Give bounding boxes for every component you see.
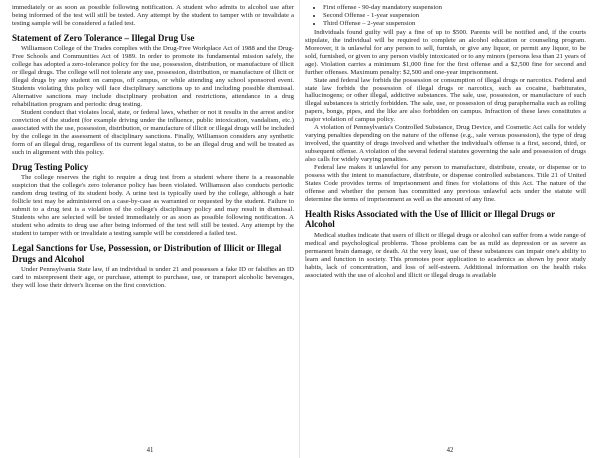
offense-item: • Third Offense – 2-year suspension (323, 20, 586, 28)
page-number-left: 41 (146, 447, 154, 454)
legal-sanctions-paragraph: Under Pennsylvania State law, if an individual is under 21 and possesses a fake ID or falsifies an ID card to misrepresent their age, or purchase, attempt to purchase, use, or transport alcoholic beverages, they will lose their driver's license on the first conviction. (12, 266, 294, 290)
page-number-right: 42 (446, 447, 454, 454)
health-risks-paragraph: Medical studies indicate that users of illicit or illegal drugs or alcohol can suffer from a wide range of medical and psychological problems. Those problems can be as mild as depression or as severe as permanent brain damage, or death. At the very least, use of these substances can impair one's ability to learn and function in society. This promotes poor application to academics as shown by poor study habits, lack of concentration, and loss of self-esteem. Additional information on the health risks associated with the use of alcohol and illicit or illegal drugs is available (305, 232, 586, 279)
legal-sanctions-heading: Legal Sanctions for Use, Possession, or Distribution of Illicit or Illegal Drugs and Alcohol (12, 243, 282, 264)
intro-paragraph: immediately or as soon as possible following notification. A student who admits to alcohol use after being informed of the test will still be tested. Any attempt by the student to tamper with or invalidate a testing sample will be considered a failed test. (12, 4, 294, 27)
zero-tolerance-heading: Statement of Zero Tolerance – Illegal Drug Use (12, 32, 195, 43)
drug-testing-paragraph: The college reserves the right to require a drug test from a student where there is a reasonable suspicion that the college's zero tolerance policy has been violated. Williamson also conducts periodic random drug testing of its student body. A urine test is typically used by the college, although a hair follicle test may be administered on a case-by-case as warranted or requested by the student. Failure to submit to a drug test is a violation of the college's disciplinary policy and may result in dismissal. Students who are selected will be tested immediately or as soon as possible following notification. A student who admits to drug use after being informed of the test will still be tested. Any attempt by the student to tamper with or invalidate a testing sample will be considered a failed test. (12, 174, 294, 238)
drug-testing-heading: Drug Testing Policy (12, 161, 89, 172)
pennsylvania-act-paragraph: A violation of Pennsylvania's Controlled Substance, Drug Device, and Cosmetic Act calls for widely varying penalties depending on the nature of the offense (e.g., sale versus possession), the type of drug involved, the quantity of drugs involved and whether the individual's offense is a first, second, third, or subsequent offense. A violation of the several federal statutes governing the sale and possession of drugs also calls for widely varying penalties. (305, 124, 586, 164)
right-page (300, 0, 600, 458)
offense-list (305, 4, 586, 28)
federal-law-paragraph: Federal law makes it unlawful for any person to manufacture, distribute, create, or dispense or to possess with the intent to manufacture, distribute, or dispense controlled substances. Title 21 of United States Code provides terms of imprisonment and fines for violations of this Act. The nature of the offense and whether the person has committed any previous unlawful acts under the statute will determine the terms of imprisonment as well as the amount of any fine. (305, 164, 586, 203)
fines-paragraph: Individuals found guilty will pay a fine of up to $500. Parents will be notified and, if the courts stipulate, the individual will be required to complete an alcohol education or counseling program. Moreover, it is unlawful for any person to sell, furnish, or give any liquor, or permit any liquor, to be sold, furnished, or given to any person visibly intoxicated or to any minors (persons less than 21 years of age). Violation carries a minimum $1,000 fine for the first offense and a $2,500 fine for second and further offenses. Maximum penalty: $2,500 and one-year imprisonment. (305, 28, 586, 76)
health-risks-heading: Health Risks Associated with the Use of Illicit or Illegal Drugs or Alcohol (305, 208, 555, 230)
offense-item: • First offense - 90-day mandatory suspension (323, 4, 586, 12)
offense-item: • Second Offense - 1-year suspension (323, 12, 586, 20)
state-law-paragraph: State and federal law forbids the possession or consumption of illegal drugs or narcotics. Federal and state law forbids the possession of illegal drugs or narcotics, such as cocaine, barbiturates, hallucinogens; or other illegal, addictive substances. The sale, use, possession, or manufacture of such illegal substances is strictly forbidden. The sale, use, or possession of drug paraphernalia such as rolling papers, bongs, pipes, and the like are also forbidden on campus. Infraction of these laws constitutes a major violation of campus policy. (305, 76, 586, 124)
student-conduct-paragraph: Student conduct that violates local, state, or federal laws, whether or not it results in the arrest and/or conviction of the student (for example driving under the influence, public intoxication, vandalism, etc.) associated with the use, possession, distribution, or manufacture of illicit or illegal drugs will be included by the college in the assessment of disciplinary sanctions. Finally, Williamson considers any synthetic form of an illegal drug, regardless of its current legal status, to be an illegal drug and will be treated as such in alignment with this policy. (12, 109, 294, 156)
zero-tolerance-paragraph: Williamson College of the Trades complies with the Drug-Free Workplace Act of 1988 and the Drug-Free Schools and Communities Act of 1989. In order to promote its fundamental mission safely, the college has adopted a zero-tolerance policy for the use, possession, distribution, or manufacture of illicit or illegal drugs. The college will not tolerate any use, possession, distribution, or manufacture of illicit or illegal drugs by any student on campus, off campus, or while attending any school sponsored event. Students violating this policy will face disciplinary sanctions up to and including possible dismissal. Alternative sanctions may include disciplinary probation and restrictions, attendance in a drug rehabilitation program and periodic drug testing. (12, 45, 294, 109)
